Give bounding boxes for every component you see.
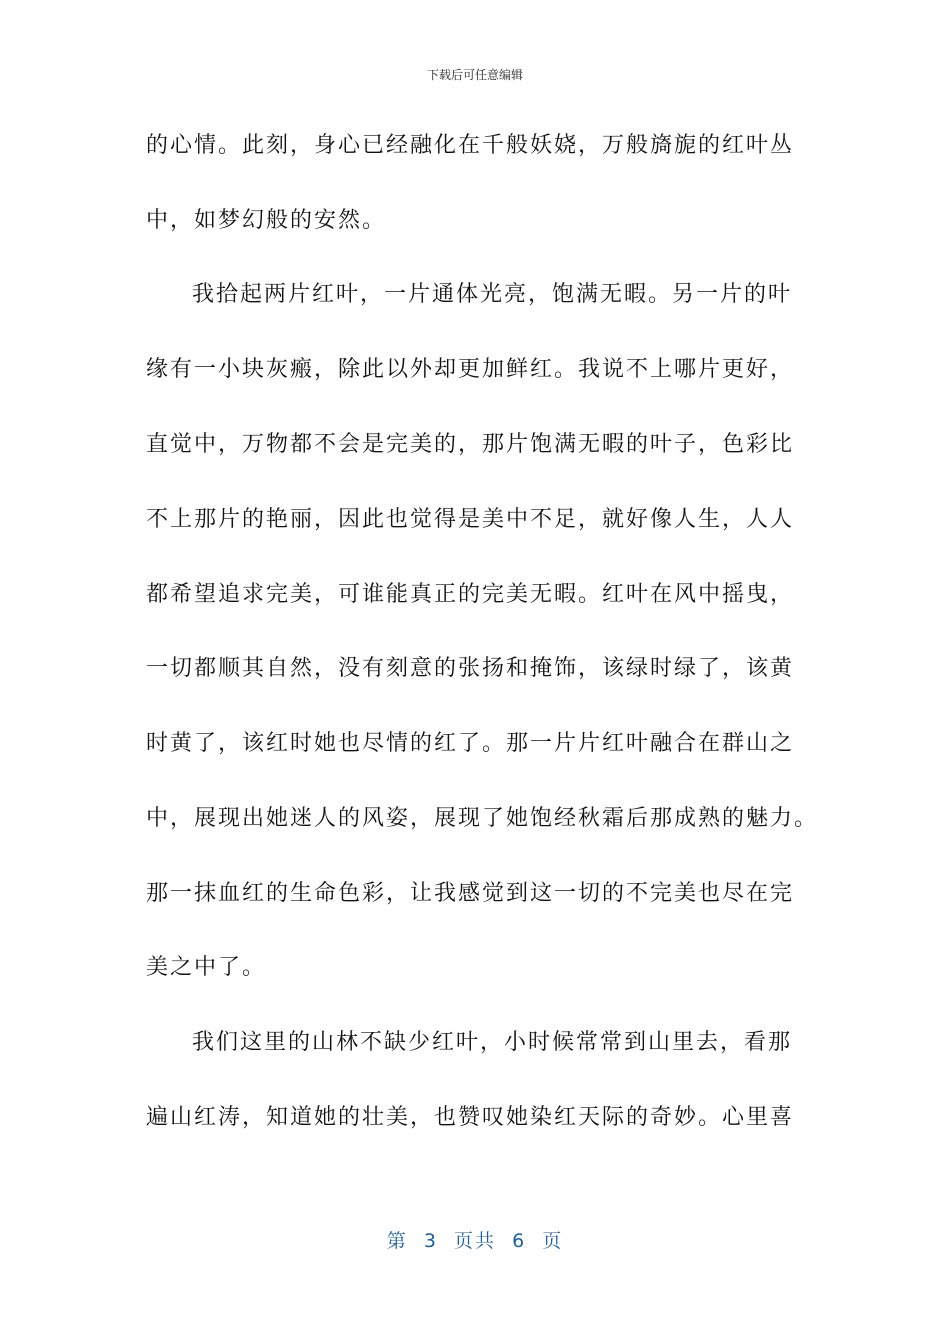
text-line: 的心情。此刻，身心已经融化在千般妖娆，万般旖旎的红叶丛 <box>146 133 795 158</box>
paragraph-start-line: 我们这里的山林不缺少红叶，小时候常常到山里去，看那 <box>192 1030 793 1055</box>
text-line: 时黄了，该红时她也尽情的红了。那一片片红叶融合在群山之 <box>146 731 795 756</box>
text-line: 一切都顺其自然，没有刻意的张扬和掩饰，该绿时绿了，该黄 <box>146 656 795 681</box>
text-line: 缘有一小块灰瘢，除此以外却更加鲜红。我说不上哪片更好， <box>146 357 795 382</box>
page-number-label: 第 3 页共 6 页 <box>386 1230 564 1252</box>
paragraph-start-line: 我拾起两片红叶，一片通体光亮，饱满无暇。另一片的叶 <box>192 282 793 307</box>
text-line: 中，如梦幻般的安然。 <box>146 208 387 233</box>
text-line: 那一抹血红的生命色彩，让我感觉到这一切的不完美也尽在完 <box>146 881 795 906</box>
text-line: 美之中了。 <box>146 955 267 980</box>
text-line: 都希望追求完美，可谁能真正的完美无暇。红叶在风中摇曳， <box>146 582 795 607</box>
text-line: 遍山红涛，知道她的壮美，也赞叹她染红天际的奇妙。心里喜 <box>146 1105 795 1130</box>
text-line: 直觉中，万物都不会是完美的，那片饱满无暇的叶子，色彩比 <box>146 432 795 457</box>
page-number-footer <box>0 1226 950 1253</box>
text-line: 中，展现出她迷人的风姿，展现了她饱经秋霜后那成熟的魅力。 <box>146 806 819 831</box>
text-line: 不上那片的艳丽，因此也觉得是美中不足，就好像人生，人人 <box>146 507 795 532</box>
page-header-note: 下载后可任意编辑 <box>426 68 523 82</box>
